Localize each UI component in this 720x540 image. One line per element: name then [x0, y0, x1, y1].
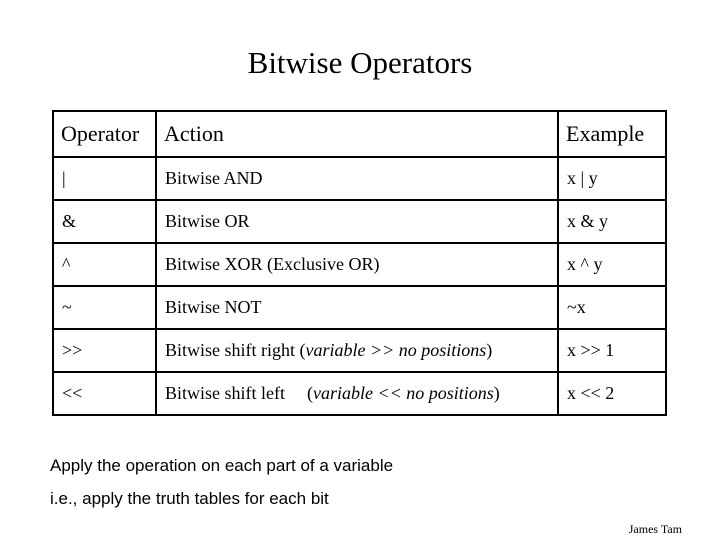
- header-action: Action: [156, 111, 558, 157]
- note-line: Apply the operation on each part of a variable: [50, 456, 394, 475]
- header-example: Example: [558, 111, 666, 157]
- table-row: [53, 286, 666, 329]
- table-row: [53, 372, 666, 415]
- operator-cell: |: [53, 157, 156, 200]
- note-line: i.e., apply the truth tables for each bit: [50, 489, 329, 508]
- table-header-row: [53, 111, 666, 157]
- header-operator: Operator: [53, 111, 156, 157]
- table-row: [53, 243, 666, 286]
- operator-cell: &: [53, 200, 156, 243]
- table-row: [53, 200, 666, 243]
- action-note: variable << no positions: [313, 383, 494, 403]
- table-row: [53, 329, 666, 372]
- example-cell: x >> 1: [558, 329, 666, 372]
- example-cell: x ^ y: [558, 243, 666, 286]
- notes-block: [50, 456, 393, 522]
- example-cell: x | y: [558, 157, 666, 200]
- operator-cell: ~: [53, 286, 156, 329]
- action-cell: Bitwise XOR (Exclusive OR): [156, 243, 558, 286]
- operator-cell: <<: [53, 372, 156, 415]
- action-cell: Bitwise shift right (variable >> no positions): [156, 329, 558, 372]
- operator-cell: ^: [53, 243, 156, 286]
- action-note: variable >> no positions: [305, 340, 487, 360]
- action-cell: Bitwise OR: [156, 200, 558, 243]
- example-cell: ~x: [558, 286, 666, 329]
- example-cell: x << 2: [558, 372, 666, 415]
- author-credit: James Tam: [628, 522, 682, 536]
- action-cell: Bitwise AND: [156, 157, 558, 200]
- action-text: Bitwise shift right: [165, 340, 295, 360]
- table-row: [53, 157, 666, 200]
- action-cell: Bitwise shift left (variable << no positions): [156, 372, 558, 415]
- operator-cell: >>: [53, 329, 156, 372]
- example-cell: x & y: [558, 200, 666, 243]
- action-cell: Bitwise NOT: [156, 286, 558, 329]
- operators-table: [52, 110, 667, 416]
- action-text: Bitwise shift left: [165, 383, 285, 403]
- slide-title: Bitwise Operators: [247, 45, 473, 80]
